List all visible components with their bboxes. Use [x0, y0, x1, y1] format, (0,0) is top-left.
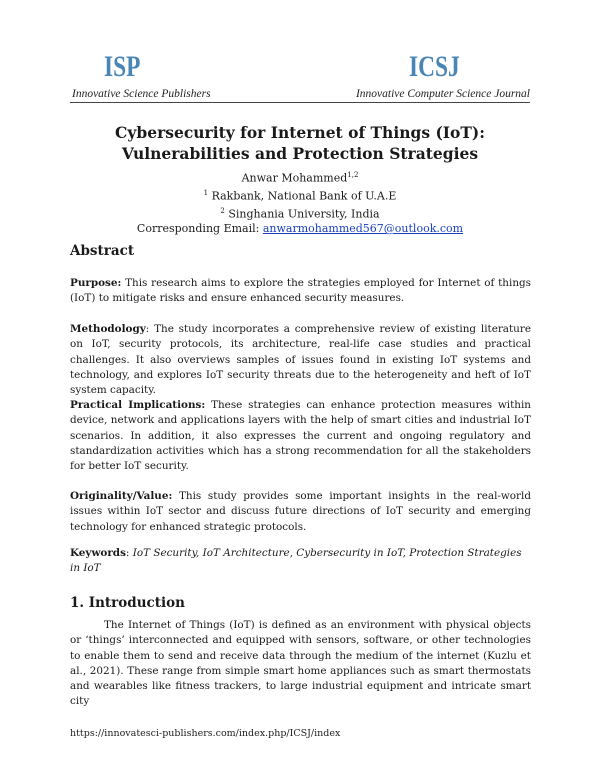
affiliation-1-text: Rakbank, National Bank of U.A.E	[211, 189, 397, 203]
corresponding-label: Corresponding Email:	[136, 222, 260, 235]
publisher-name: Innovative Science Publishers	[72, 88, 211, 100]
abstract-originality	[70, 489, 531, 535]
footer-url[interactable]: https://innovatesci-publishers.com/index.php/ICSJ/index	[70, 728, 341, 739]
affiliation-1	[70, 186, 530, 204]
abstract-methodology	[70, 322, 531, 398]
header-divider	[70, 102, 530, 103]
introduction-paragraph: The Internet of Things (IoT) is defined as an environment with physical objects or ‘things’ interconnected and equipped with sensors, software, or other technologies to enable them to send and receive data through the medium of the internet (Kuzlu et al., 2021). These range from simple smart home appliances such as smart thermostats and wearables like fitness trackers, to large industrial equipment and intricate smart city	[70, 619, 531, 708]
abstract-practical	[70, 398, 531, 474]
introduction-heading: 1. Introduction	[70, 595, 185, 611]
affiliation-2-marker: 2	[220, 207, 225, 216]
abstract-heading: Abstract	[70, 243, 135, 259]
isp-logo: ISP	[104, 50, 141, 83]
icsj-logo: ICSJ	[408, 50, 460, 83]
keywords: Keywords: IoT Security, IoT Architecture, Cybersecurity in IoT, Protection Strategies in IoT	[70, 547, 522, 575]
purpose-text: This research aims to explore the strategies employed for Internet of things (IoT) to mitigate risks and ensure enhanced security measures.	[70, 277, 531, 305]
author-line	[70, 168, 530, 186]
publisher-header	[72, 52, 272, 100]
title-line-1: Cybersecurity for Internet of Things (IoT):	[115, 123, 485, 142]
author-block	[70, 168, 530, 222]
keywords-text: IoT Security, IoT Architecture, Cybersecurity in IoT, Protection Strategies in IoT	[70, 547, 522, 575]
methodology-label: Methodology	[70, 323, 146, 335]
abstract-purpose	[70, 276, 531, 307]
originality-text: This study provides some important insights in the real-world issues within IoT sector and discuss future directions of IoT security and emerging technology for enhanced strategic protocols.	[70, 490, 531, 533]
keywords-label: Keywords	[70, 547, 126, 559]
corresponding-email	[70, 222, 530, 235]
affiliation-2	[70, 204, 530, 222]
affiliation-2-text: Singhania University, India	[228, 207, 380, 221]
author-name: Anwar Mohammed	[241, 171, 348, 185]
author-superscript: 1,2	[347, 171, 359, 179]
title-line-2: Vulnerabilities and Protection Strategies	[121, 144, 479, 163]
email-link[interactable]: anwarmohammed567@outlook.com	[262, 222, 464, 235]
methodology-text: : The study incorporates a comprehensive review of existing literature on IoT, security protocols, its architecture, real-life case studies and practical challenges. It also overviews samples of issues found in existing IoT systems and technology, and explores IoT security threats due to the heterogeneity and heft of IoT system capacity.	[70, 323, 531, 397]
practical-text: These strategies can enhance protection measures within device, network and applications layers with the help of smart cities and industrial IoT scenarios. In addition, it also expresses the current and ongoing regulatory and standardization activities which has a strong recommendation for all the stakeholders for better IoT security.	[70, 399, 531, 473]
practical-label: Practical Implications:	[70, 399, 206, 411]
originality-label: Originality/Value:	[70, 490, 173, 502]
paper-title	[70, 122, 530, 164]
purpose-label: Purpose:	[70, 277, 122, 289]
journal-name: Innovative Computer Science Journal	[355, 88, 530, 100]
affiliation-1-marker: 1	[203, 189, 209, 198]
journal-header	[270, 52, 530, 100]
